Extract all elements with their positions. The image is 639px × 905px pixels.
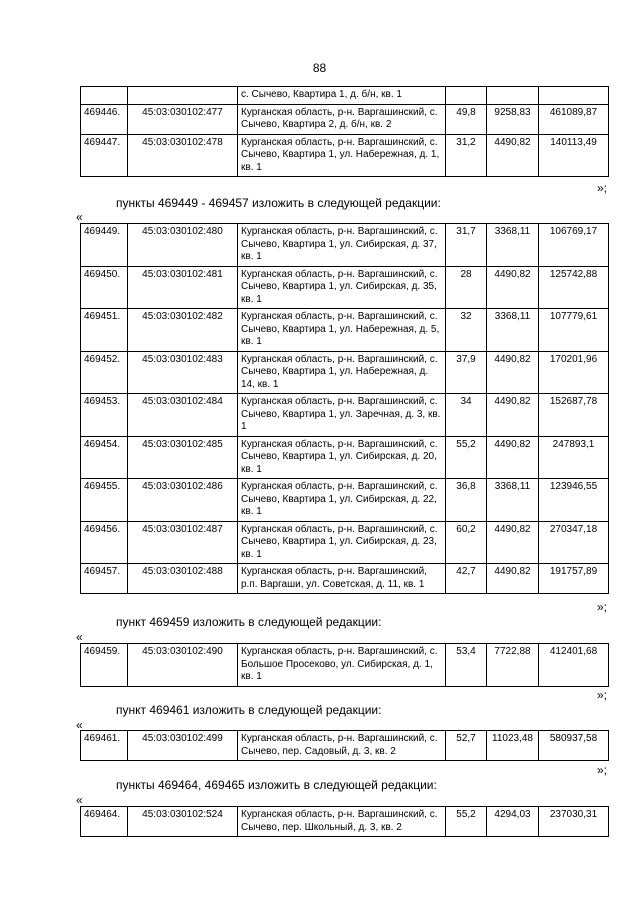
table-row [81, 309, 609, 352]
row-number-cell: 469456. [81, 521, 128, 564]
cadastral-price-cell: 4294,03 [487, 807, 539, 837]
cadastral-number-cell: 45:03:030102:490 [128, 644, 238, 687]
cadastral-value-cell: 461089,87 [539, 104, 609, 134]
cadastral-number-cell: 45:03:030102:484 [128, 394, 238, 437]
cadastral-price-cell: 9258,83 [487, 104, 539, 134]
address-cell: Курганская область, р-н. Варгашинский, с. Сычево, Квартира 1, ул. Набережная, д. 1, кв. 1 [238, 134, 446, 177]
area-cell: 28 [446, 266, 487, 309]
row-number-cell: 469447. [81, 134, 128, 177]
cadastral-number-cell: 45:03:030102:488 [128, 564, 238, 594]
address-cell: Курганская область, р-н. Варгашинский, с. Сычево, Квартира 1, ул. Сибирская, д. 20, кв. 1 [238, 436, 446, 479]
address-cell: Курганская область, р-н. Варгашинский, с. Сычево, Квартира 1, ул. Заречная, д. 3, кв. 1 [238, 394, 446, 437]
area-cell: 31,7 [446, 224, 487, 267]
cadastral-value-cell: 107779,61 [539, 309, 609, 352]
row-number-cell: 469452. [81, 351, 128, 394]
registry-table [80, 223, 609, 594]
cadastral-number-cell [128, 87, 238, 105]
table-row [81, 644, 609, 687]
closing-quote: »; [596, 763, 607, 777]
area-cell: 31,2 [446, 134, 487, 177]
cadastral-price-cell: 4490,82 [487, 134, 539, 177]
cadastral-number-cell: 45:03:030102:477 [128, 104, 238, 134]
area-cell: 42,7 [446, 564, 487, 594]
area-cell: 34 [446, 394, 487, 437]
cadastral-price-cell [487, 87, 539, 105]
cadastral-value-cell: 247893,1 [539, 436, 609, 479]
cadastral-price-cell: 4490,82 [487, 436, 539, 479]
area-cell: 55,2 [446, 807, 487, 837]
cadastral-price-cell: 7722,88 [487, 644, 539, 687]
area-cell: 52,7 [446, 731, 487, 761]
cadastral-value-cell: 580937,58 [539, 731, 609, 761]
cadastral-number-cell: 45:03:030102:487 [128, 521, 238, 564]
area-cell: 37,9 [446, 351, 487, 394]
row-number-cell: 469449. [81, 224, 128, 267]
cadastral-value-cell: 237030,31 [539, 807, 609, 837]
area-cell: 32 [446, 309, 487, 352]
row-number-cell: 469459. [81, 644, 128, 687]
table-row [81, 351, 609, 394]
cadastral-value-cell: 106769,17 [539, 224, 609, 267]
opening-quote: « [76, 630, 83, 644]
area-cell: 60,2 [446, 521, 487, 564]
address-cell: Курганская область, р-н. Варгашинский, с. Сычево, Квартира 1, ул. Сибирская, д. 37, кв. 1 [238, 224, 446, 267]
address-cell: Курганская область, р-н. Варгашинский, с. Сычево, пер. Садовый, д. 3, кв. 2 [238, 731, 446, 761]
closing-quote: »; [596, 600, 607, 614]
area-cell: 53,4 [446, 644, 487, 687]
opening-quote: « [76, 210, 83, 224]
section-heading: пункт 469459 изложить в следующей редакции: [116, 615, 382, 629]
cadastral-number-cell: 45:03:030102:482 [128, 309, 238, 352]
area-cell: 36,8 [446, 479, 487, 522]
registry-table-continued [80, 86, 609, 177]
row-number-cell: 469451. [81, 309, 128, 352]
area-cell: 55,2 [446, 436, 487, 479]
cadastral-value-cell: 125742,88 [539, 266, 609, 309]
cadastral-value-cell: 412401,68 [539, 644, 609, 687]
address-cell: Курганская область, р-н. Варгашинский, с. Сычево, Квартира 1, ул. Сибирская, д. 23, кв. 1 [238, 521, 446, 564]
row-number-cell: 469464. [81, 807, 128, 837]
cadastral-price-cell: 3368,11 [487, 479, 539, 522]
table-row [81, 731, 609, 761]
row-number-cell: 469455. [81, 479, 128, 522]
cadastral-value-cell: 170201,96 [539, 351, 609, 394]
cadastral-number-cell: 45:03:030102:524 [128, 807, 238, 837]
table-row [81, 87, 609, 105]
cadastral-number-cell: 45:03:030102:480 [128, 224, 238, 267]
cadastral-number-cell: 45:03:030102:499 [128, 731, 238, 761]
cadastral-number-cell: 45:03:030102:478 [128, 134, 238, 177]
row-number-cell [81, 87, 128, 105]
address-cell: с. Сычево, Квартира 1, д. б/н, кв. 1 [238, 87, 446, 105]
table-row [81, 807, 609, 837]
address-cell: Курганская область, р-н. Варгашинский, с. Сычево, Квартира 1, ул. Набережная, д. 14, кв. 1 [238, 351, 446, 394]
address-cell: Курганская область, р-н. Варгашинский, с. Сычево, Квартира 1, ул. Сибирская, д. 22, кв. 1 [238, 479, 446, 522]
row-number-cell: 469450. [81, 266, 128, 309]
cadastral-value-cell: 191757,89 [539, 564, 609, 594]
cadastral-price-cell: 11023,48 [487, 731, 539, 761]
cadastral-value-cell: 123946,55 [539, 479, 609, 522]
cadastral-value-cell: 152687,78 [539, 394, 609, 437]
address-cell: Курганская область, р-н. Варгашинский, с. Сычево, Квартира 1, ул. Набережная, д. 5, кв. 1 [238, 309, 446, 352]
cadastral-value-cell: 140113,49 [539, 134, 609, 177]
address-cell: Курганская область, р-н. Варгашинский, с. Сычево, Квартира 1, ул. Сибирская, д. 35, кв. 1 [238, 266, 446, 309]
row-number-cell: 469446. [81, 104, 128, 134]
cadastral-price-cell: 4490,82 [487, 564, 539, 594]
table-row [81, 521, 609, 564]
cadastral-price-cell: 4490,82 [487, 394, 539, 437]
table-row [81, 564, 609, 594]
opening-quote: « [76, 718, 83, 732]
opening-quote: « [76, 793, 83, 807]
cadastral-value-cell [539, 87, 609, 105]
row-number-cell: 469453. [81, 394, 128, 437]
cadastral-price-cell: 3368,11 [487, 309, 539, 352]
address-cell: Курганская область, р-н. Варгашинский, р.п. Варгаши, ул. Советская, д. 11, кв. 1 [238, 564, 446, 594]
cadastral-number-cell: 45:03:030102:485 [128, 436, 238, 479]
section-heading: пункт 469461 изложить в следующей редакции: [116, 703, 382, 717]
table-row [81, 266, 609, 309]
registry-table [80, 643, 609, 687]
closing-quote: »; [596, 688, 607, 702]
table-row [81, 394, 609, 437]
cadastral-price-cell: 4490,82 [487, 521, 539, 564]
row-number-cell: 469454. [81, 436, 128, 479]
cadastral-value-cell: 270347,18 [539, 521, 609, 564]
cadastral-number-cell: 45:03:030102:483 [128, 351, 238, 394]
area-cell: 49,8 [446, 104, 487, 134]
table-row [81, 479, 609, 522]
table-row [81, 104, 609, 134]
cadastral-number-cell: 45:03:030102:486 [128, 479, 238, 522]
cadastral-price-cell: 3368,11 [487, 224, 539, 267]
table-row [81, 134, 609, 177]
cadastral-price-cell: 4490,82 [487, 266, 539, 309]
address-cell: Курганская область, р-н. Варгашинский, с. Сычево, Квартира 2, д. б/н, кв. 2 [238, 104, 446, 134]
page-number: 88 [312, 61, 327, 75]
area-cell [446, 87, 487, 105]
table-row [81, 436, 609, 479]
closing-quote: »; [596, 181, 607, 195]
registry-table [80, 730, 609, 761]
section-heading: пункты 469464, 469465 изложить в следующей редакции: [116, 778, 437, 792]
registry-table [80, 806, 609, 837]
row-number-cell: 469461. [81, 731, 128, 761]
address-cell: Курганская область, р-н. Варгашинский, с. Большое Просеково, ул. Сибирская, д. 1, кв. 1 [238, 644, 446, 687]
section-heading: пункты 469449 - 469457 изложить в следующей редакции: [116, 196, 441, 210]
cadastral-price-cell: 4490,82 [487, 351, 539, 394]
address-cell: Курганская область, р-н. Варгашинский, с. Сычево, пер. Школьный, д. 3, кв. 2 [238, 807, 446, 837]
cadastral-number-cell: 45:03:030102:481 [128, 266, 238, 309]
row-number-cell: 469457. [81, 564, 128, 594]
table-row [81, 224, 609, 267]
